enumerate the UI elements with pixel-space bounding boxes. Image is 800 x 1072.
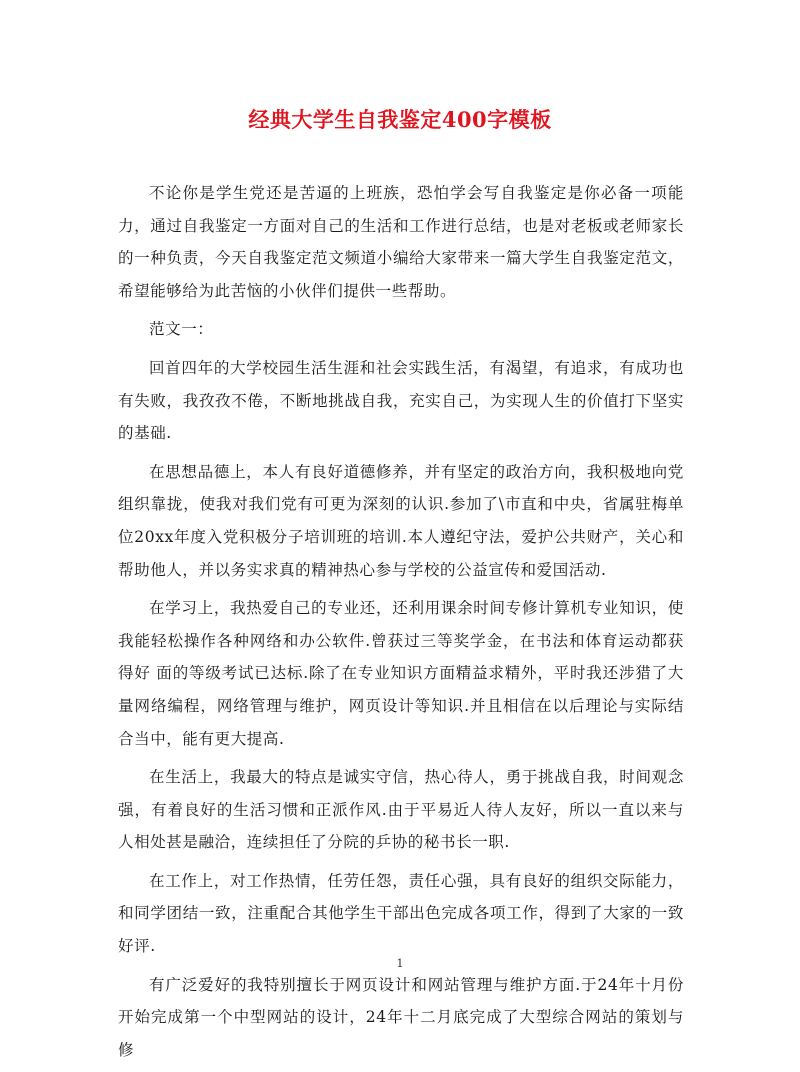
document-body [118, 177, 684, 1072]
page-number: 1 [396, 957, 404, 970]
paragraph-review: 回首四年的大学校园生活生涯和社会实践生活，有渴望，有追求，有成功也有失败，我孜孜不倦，不断地挑战自我，充实自己，为实现人生的价值打下坚实的基础. [118, 358, 684, 443]
paragraph-hobbies: 有广泛爱好的我特别擅长于网页设计和网站管理与维护方面.于24年十月份开始完成第一个中型网站的设计，24年十二月底完成了大型综合网站的策划与修 [118, 975, 684, 1059]
paragraph-sample-heading: 范文一： [149, 320, 214, 339]
paragraph-intro: 不论你是学生党还是苦逼的上班族，恐怕学会写自我鉴定是你必备一项能力，通过自我鉴定一方面对自己的生活和工作进行总结，也是对老板或老师家长的一种负责，今天自我鉴定范文频道小编给大家带来一篇大学生自我鉴定范文，希望能够给为此苦恼的小伙伴们提供一些帮助。 [118, 184, 684, 300]
paragraph-work: 在工作上，对工作热情，任劳任怨，责任心强，具有良好的组织交际能力，和同学团结一致，注重配合其他学生干部出色完成各项工作，得到了大家的一致好评. [118, 871, 684, 956]
paragraph-study: 在学习上，我热爱自己的专业还，还利用课余时间专修计算机专业知识，使我能轻松操作各种网络和办公软件.曾获过三等奖学金，在书法和体育运动都获得好 面的等级考试已达标.除了在专业知识方面精益求精外，平时我还涉猎了大量网络编程，网络管理与维护，网页设计等知识.并且相信在以后理论与实际结合当中，能有更大提高. [118, 599, 684, 748]
paragraph-life: 在生活上，我最大的特点是诚实守信，热心待人，勇于挑战自我，时间观念强，有着良好的生活习惯和正派作风.由于平易近人待人友好，所以一直以来与人相处甚是融洽，连续担任了分院的乒协的秘书长一职. [118, 768, 684, 852]
paragraph-ideology: 在思想品德上，本人有良好道德修养，并有坚定的政治方向，我积极地向党组织靠拢，使我对我们党有可更为深刻的认识.参加了\市直和中央，省属驻梅单位20xx年度入党积极分子培训班的培训.本人遵纪守法，爱护公共财产，关心和帮助他人，并以务实求真的精神热心参与学校的公益宣传和爱国活动. [118, 462, 684, 579]
document-title: 经典大学生自我鉴定400字模板 [248, 107, 552, 132]
